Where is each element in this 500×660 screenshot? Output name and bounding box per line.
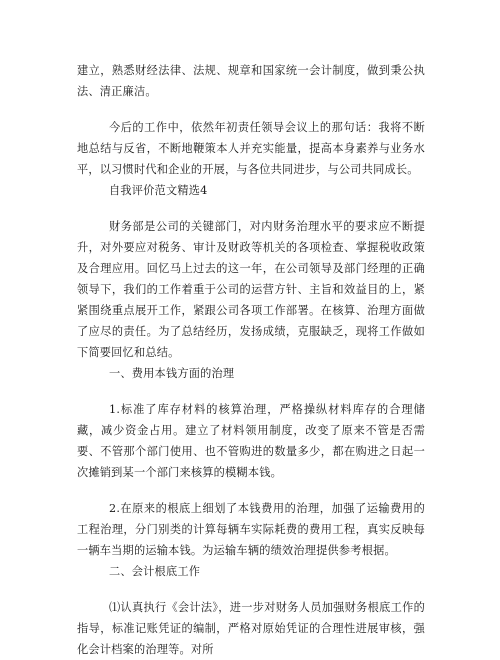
paragraph-item-1: 1.标准了库存材料的核算治理，严格操纵材料库存的合理储藏，减少资金占用。建立了材料领用制度，改变了原来不管是否需要、不管那个部门使用、也不管购进的数量多少，都在购进之日起一次摊销到某一个部门来核算的模糊本钱。 <box>77 403 425 479</box>
paragraph-accounting-law: ⑴认真执行《会计法》，进一步对财务人员加强财务根底工作的指导，标准记账凭证的编制，严格对原始凭证的合理性进展审核，强化会计档案的治理等。对所 <box>77 601 425 656</box>
document-page <box>77 60 425 660</box>
heading-accounting-basics: 二、会计根底工作 <box>109 565 201 578</box>
paragraph-future-work: 今后的工作中，依然年初责任领导会议上的那句话：我将不断地总结与反省，不断地鞭策本人并充实能量，提高本身素养与业务水平，以习惯时代和企业的开展，与各位共同进步，与公司共同成长。 <box>77 121 425 176</box>
paragraph-finance-department: 财务部是公司的关键部门，对内财务治理水平的要求应不断提升，对外要应对税务、审计及财政等机关的各项检查、掌握税收政策及合理应用。回忆马上过去的这一年，在公司领导及部门经理的正确领导下，我们的工作着重于公司的运营方针、主旨和效益目的上，紧紧围绕重点展开工作，紧跟公司各项工作部署。在核算、治理方面做了应尽的责任。为了总结经历，发扬成绩，克服缺乏，现将工作做如下简要回忆和总结。 <box>77 220 425 359</box>
paragraph-item-2: 2.在原来的根底上细划了本钱费用的治理，加强了运输费用的工程治理，分门别类的计算每辆车实际耗费的费用工程，真实反映每一辆车当期的运输本钱。为运输车辆的绩效治理提供参考根据。 <box>77 502 425 557</box>
heading-cost-management: 一、费用本钱方面的治理 <box>109 367 235 380</box>
paragraph-continued: 建立，熟悉财经法律、法规、规章和国家统一会计制度，做到秉公执法、清正廉洁。 <box>77 64 425 98</box>
section-title-sample-4: 自我评价范文精选4 <box>109 184 208 197</box>
